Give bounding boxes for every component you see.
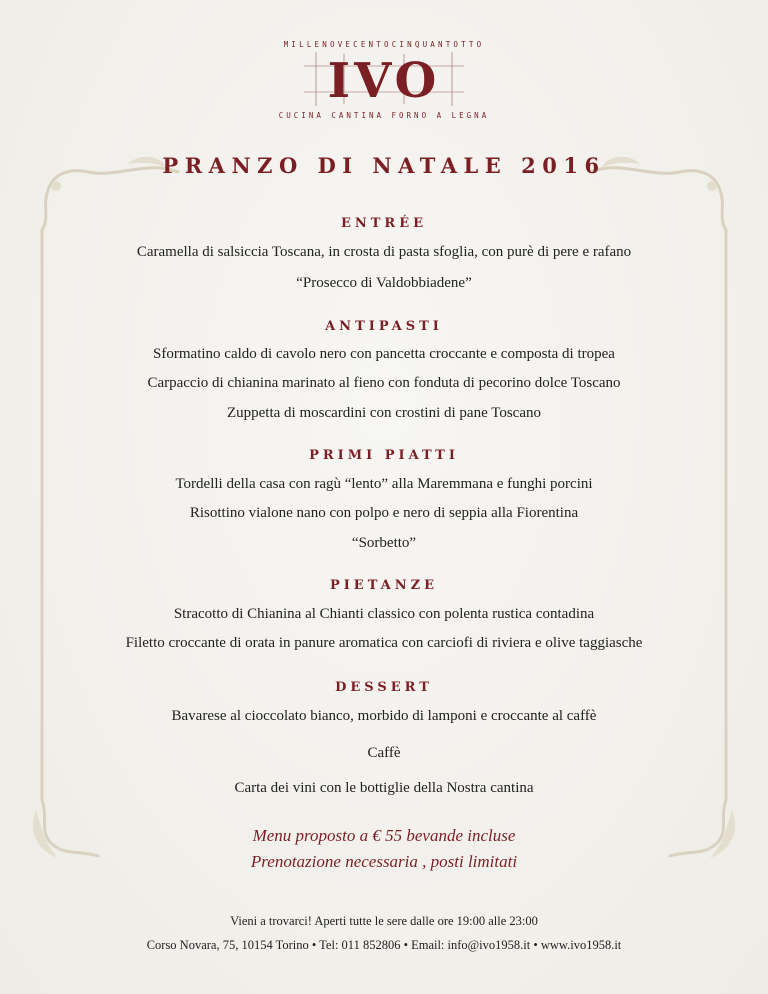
section-title-primi-piatti: PRIMI PIATTI — [309, 448, 459, 463]
price-note: Menu proposto a € 55 bevande incluse — [252, 826, 516, 845]
contact-info: Corso Novara, 75, 10154 Torino • Tel: 011 852806 • Email: info@ivo1958.it • www.ivo1958.it — [146, 938, 622, 952]
dish-item: Carta dei vini con le bottiglie della Nostra cantina — [234, 780, 534, 796]
section-title-antipasti: ANTIPASTI — [325, 319, 443, 334]
dish-item: “Prosecco di Valdobbiadene” — [296, 275, 472, 291]
dish-item: Stracotto di Chianina al Chianti classico con polenta rustica contadina — [173, 606, 595, 622]
dish-item: “Sorbetto” — [351, 535, 417, 551]
section-title-pietanze: PIETANZE — [329, 578, 439, 593]
logo-tagline-bottom: CUCINA CANTINA FORNO A LEGNA — [278, 111, 490, 120]
dish-item: Tordelli della casa con ragù “lento” alla Maremmana e funghi porcini — [175, 476, 593, 492]
section-title-entree: ENTRÉE — [340, 216, 428, 231]
dish-item: Caramella di salsiccia Toscana, in crosta di pasta sfoglia, con purè di pere e rafano — [136, 244, 632, 260]
reservation-note: Prenotazione necessaria , posti limitati — [250, 852, 518, 871]
menu-title: PRANZO DI NATALE 2016 — [162, 153, 606, 178]
dish-item: Risottino vialone nano con polpo e nero di seppia alla Fiorentina — [189, 505, 579, 521]
dish-item: Filetto croccante di orata in panure aromatica con carciofi di riviera e olive taggiasche — [125, 635, 643, 651]
dish-item: Bavarese al cioccolato bianco, morbido di lamponi e croccante al caffè — [171, 708, 597, 724]
dish-item: Caffè — [367, 745, 401, 761]
dish-item: Sformatino caldo di cavolo nero con pancetta croccante e composta di tropea — [153, 346, 615, 362]
dish-item: Zuppetta di moscardini con crostini di pane Toscano — [226, 405, 541, 421]
logo-mark-text: IVO — [327, 53, 441, 106]
section-title-dessert: DESSERT — [335, 680, 433, 695]
ivo-logo — [304, 52, 464, 106]
dish-item: Carpaccio di chianina marinato al fieno con fonduta di pecorino dolce Toscano — [147, 375, 621, 391]
logo-tagline-top: MILLENOVECENTOCINQUANTOTTO — [283, 40, 485, 49]
opening-hours: Vieni a trovarci! Aperti tutte le sere dalle ore 19:00 alle 23:00 — [230, 914, 538, 928]
